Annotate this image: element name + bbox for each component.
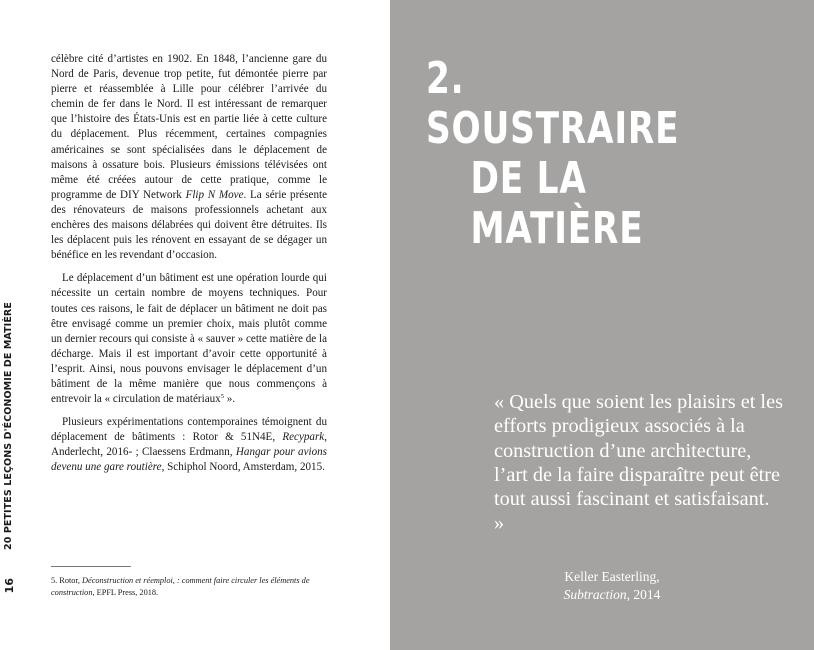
quote-attribution [494, 568, 730, 604]
paragraph-1 [51, 52, 327, 263]
paragraph-segment: , Schiphol Noord, Amsterdam, 2015. [161, 461, 325, 474]
paragraph-segment: Le déplacement d’un bâtiment est une opération lourde qui nécessite un certain nombre de moyens techniques. Pour toutes ces raisons, le fait de déplacer un bâtiment ne doit pas être envisagé comme un premier choix, mais plutôt comme un dernier recours qui consiste à « sauver » cette matière de la décharge. Mais il est important d’avoir cette opportunité à l’esprit. Ainsi, nous pouvons envisager le déplacement d’un bâtiment de la même manière que nous commençons à entrevoir la « circulation de matériaux [51, 272, 327, 406]
footnote-segment: Déconstruction et réemploi, : comment faire circuler les éléments de construction [51, 576, 310, 597]
paragraph-segment: Flip N Move [185, 188, 244, 201]
running-head: 20 PETITES LEÇONS D'ÉCONOMIE DE MATIÈRE [3, 302, 14, 550]
footnote-segment: 5. Rotor, [51, 576, 83, 585]
quote-author: Keller Easterling, [564, 569, 660, 584]
left-page [0, 0, 390, 650]
page-number: 16 [3, 578, 16, 594]
epigraph-quote: « Quels que soient les plaisirs et les efforts prodigieux associés à la construction d’une architecture, l’art de la faire disparaître peut être tout aussi fascinant et satisfaisant. » [494, 391, 783, 535]
footnote-divider [51, 566, 131, 567]
paragraph-segment: . La série présente des rénovateurs de maisons professionnels achetant aux enchères des maisons délabrées qui doivent être détruites. Ils les déplacent puis les rénovent en essayant de se dégager un bénéfice en les revendant d’occasion. [51, 188, 327, 262]
quote-source: Subtraction [563, 587, 627, 602]
right-page [390, 0, 814, 650]
footnote-segment: , EPFL Press, 2018. [92, 587, 159, 597]
paragraph-segment: 5 [220, 393, 224, 401]
paragraph-segment: ». [223, 393, 236, 406]
body-text [51, 52, 327, 484]
paragraph-segment: célèbre cité d’artistes en 1902. En 1848, l’ancienne gare du Nord de Paris, devenue trop petite, fut démontée pierre par pierre et réassemblée à Lille pour célébrer l’arrivée du chemin de fer dans le Nord. Il est intéressant de remarquer que l’histoire des États-Unis est en partie liée à cette culture du déplacement. Plus récemment, certaines compagnies américaines se sont spécialisées dans le déplacement de maisons à ossature bois. Plusieurs émissions télévisées ont même été créées autour de cette pratique, comme le programme de DIY Network [51, 53, 327, 201]
quote-source-line [494, 586, 730, 604]
chapter-title [426, 54, 715, 254]
paragraph-3 [51, 415, 327, 475]
quote-year: , 2014 [626, 587, 661, 602]
chapter-title-line2: DE LA MATIÈRE [470, 153, 644, 254]
paragraph-segment: Hangar pour avions devenu une gare routière [51, 446, 327, 474]
paragraph-segment: , Anderlecht, 2016- ; Claessens Erdmann, [51, 431, 327, 459]
chapter-title-line1: 2. SOUSTRAIRE [426, 53, 680, 154]
paragraph-2 [51, 271, 327, 407]
paragraph-segment: Recypark [282, 431, 325, 444]
paragraph-segment: Plusieurs expérimentations contemporaines témoignent du déplacement de bâtiments : Rotor & 51N4E, [51, 416, 327, 444]
footnote [51, 575, 331, 598]
